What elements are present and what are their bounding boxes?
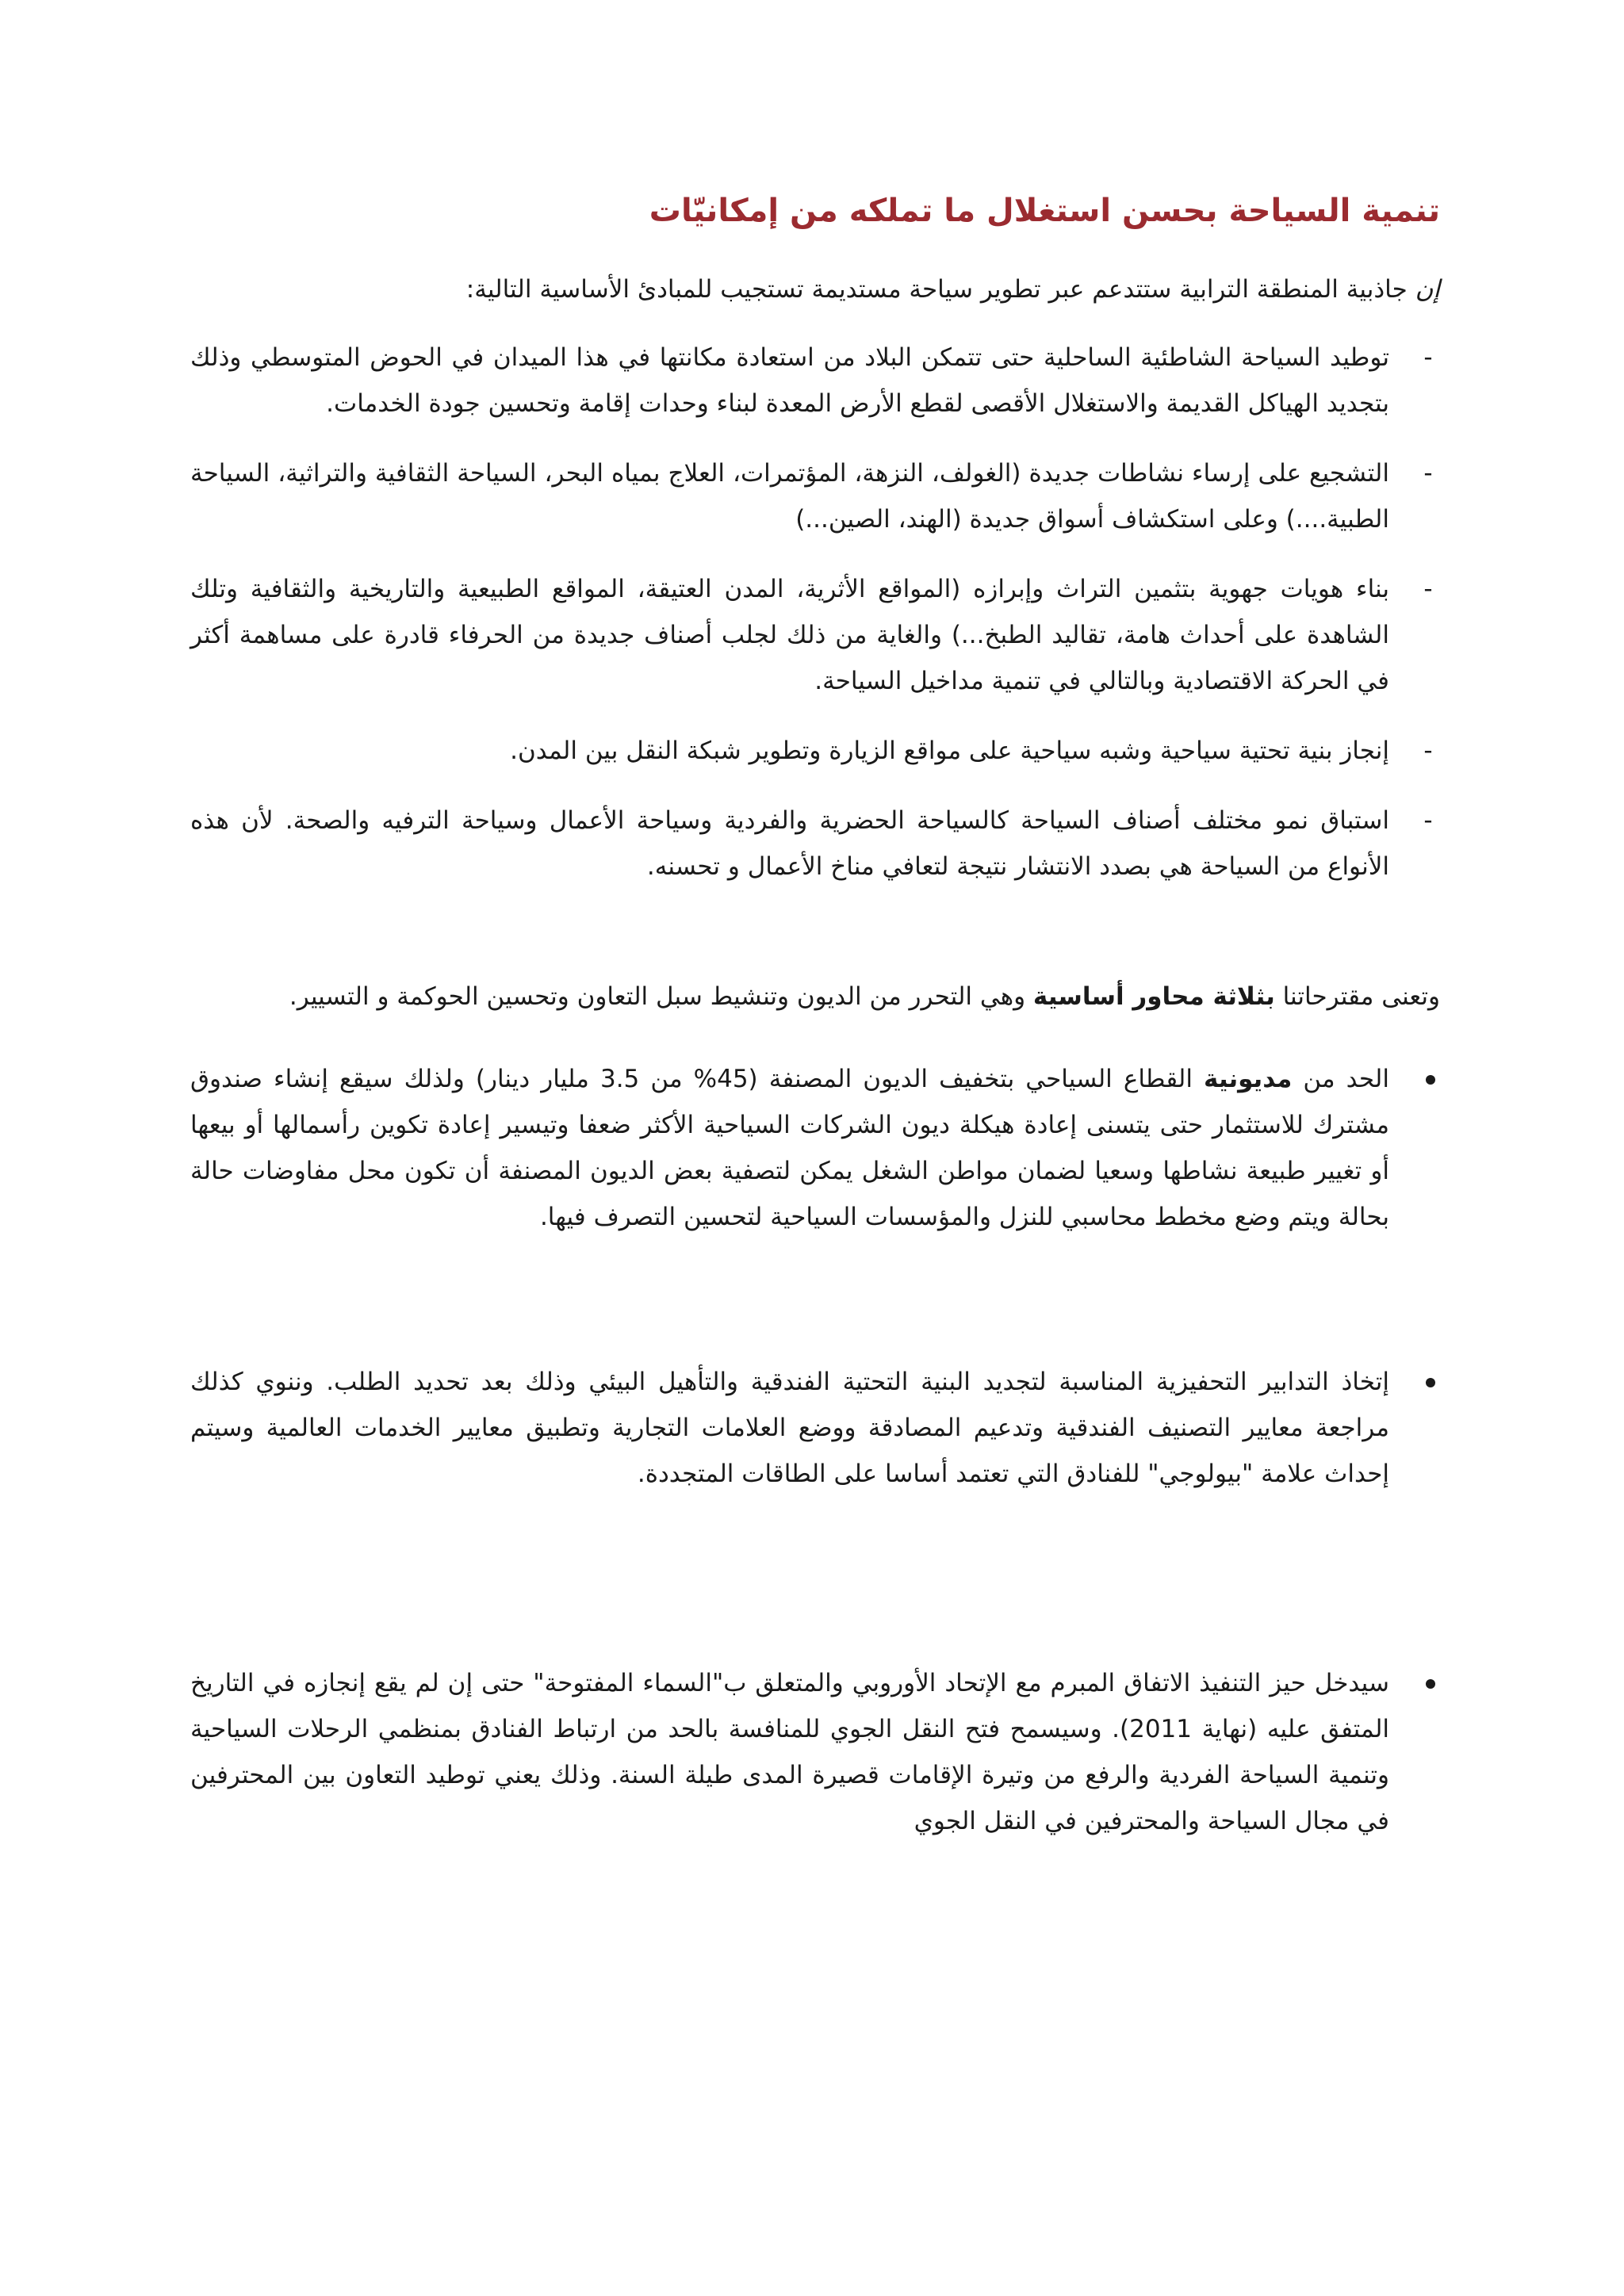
intro-lead-word: إن — [1415, 275, 1440, 304]
principle-item — [190, 335, 1440, 427]
axis-text-after: القطاع السياحي بتخفيف الديون المصنفة (45% من 3.5 مليار دينار) ولذلك سيقع إنشاء صندوق مشترك للاستثمار حتى يتسنى إعادة هيكلة ديون الشركات السياحية الأكثر ضعفا وتيسير إعادة تكوين رأسمالها أو بيعها أو تغيير طبيعة نشاطها وسعيا لضمان مواطن الشغل يمكن لتصفية بعض الديون المصنفة أن تكون محل مفاوضات حالة بحالة ويتم وضع مخطط محاسبي للنزل والمؤسسات السياحية لتحسين التصرف فيها. — [190, 1065, 1389, 1231]
principle-text: التشجيع على إرساء نشاطات جديدة (الغولف، النزهة، المؤتمرات، العلاج بمياه البحر، السياحة الثقافية والتراثية، السياحة الطبية....) وعلى استكشاف أسواق جديدة (الهند، الصين...) — [190, 459, 1389, 534]
intro-paragraph — [190, 266, 1440, 312]
axis-text-before: الحد من — [1292, 1065, 1389, 1093]
bullet-icon — [1426, 1378, 1435, 1387]
bullet-icon — [1426, 1075, 1435, 1085]
axes-intro-bold: بثلاثة محاور أساسية — [1032, 982, 1275, 1011]
principle-item — [190, 450, 1440, 542]
principles-list — [190, 335, 1440, 890]
axes-list — [190, 1056, 1440, 1844]
principle-text: بناء هويات جهوية بتثمين التراث وإبرازه (المواقع الأثرية، المدن العتيقة، المواقع الطبيعية والتاريخية والثقافية وتلك الشاهدة على أحداث هامة، تقاليد الطبخ...) والغاية من ذلك لجلب أصناف جديدة من الحرفاء قادرة على مساهمة أكثر في الحركة الاقتصادية وبالتالي في تنمية مداخيل السياحة. — [190, 575, 1389, 695]
principle-text: توطيد السياحة الشاطئية الساحلية حتى تتمكن البلاد من استعادة مكانتها في هذا الميدان في الحوض المتوسطي وذلك بتجديد الهياكل القديمة والاستغلال الأقصى لقطع الأرض المعدة لبناء وحدات إقامة وتحسين جودة الخدمات. — [190, 343, 1389, 418]
axes-intro-paragraph — [190, 974, 1440, 1020]
axes-intro-after: وهي التحرر من الديون وتنشيط سبل التعاون وتحسين الحوكمة و التسيير. — [289, 982, 1033, 1011]
intro-text: جاذبية المنطقة الترابية ستتدعم عبر تطوير سياحة مستديمة تستجيب للمبادئ الأساسية التالية: — [465, 275, 1415, 304]
axis-item-open-sky — [190, 1660, 1440, 1844]
dash-marker: - — [1423, 806, 1433, 835]
axis-text: سيدخل حيز التنفيذ الاتفاق المبرم مع الإتحاد الأوروبي والمتعلق ب"السماء المفتوحة" حتى إن لم يقع إنجازه في التاريخ المتفق عليه (نهاية 2011). وسيسمح فتح النقل الجوي للمنافسة بالحد من ارتباط الفنادق بمنظمي الرحلات السياحية وتنمية السياحة الفردية والرفع من وتيرة الإقامات قصيرة المدى طيلة السنة. وذلك يعني توطيد التعاون بين المحترفين في مجال السياحة والمحترفين في النقل الجوي — [190, 1669, 1390, 1835]
axis-item-incentives — [190, 1359, 1440, 1497]
section-title: تنمية السياحة بحسن استغلال ما تملكه من إمكانيّات — [649, 193, 1440, 229]
axes-intro-before: وتعنى مقترحاتنا — [1274, 982, 1440, 1011]
axis-text: إتخاذ التدابير التحفيزية المناسبة لتجديد البنية التحتية الفندقية والتأهيل البيئي وذلك بعد تحديد الطلب. وننوي كذلك مراجعة معايير التصنيف الفندقية وتدعيم المصادقة ووضع العلامات التجارية وتطبيق معايير الخدمات العالمية وسيتم إحداث علامة "بيولوجي" للفنادق التي تعتمد أساسا على الطاقات المتجددة. — [190, 1368, 1389, 1488]
dash-marker: - — [1423, 575, 1433, 603]
dash-marker: - — [1423, 737, 1433, 765]
principle-item — [190, 798, 1440, 890]
dash-marker: - — [1423, 343, 1433, 372]
bullet-icon — [1426, 1679, 1435, 1689]
axis-text-bold: مديونية — [1204, 1065, 1293, 1093]
principle-item — [190, 566, 1440, 704]
principle-text: إنجاز بنية تحتية سياحية وشبه سياحية على مواقع الزيارة وتطوير شبكة النقل بين المدن. — [510, 737, 1389, 765]
principle-item — [190, 728, 1440, 774]
axis-item-debt — [190, 1056, 1440, 1240]
principle-text: استباق نمو مختلف أصناف السياحة كالسياحة الحضرية والفردية وسياحة الأعمال وسياحة الترفيه والصحة. لأن هذه الأنواع من السياحة هي بصدد الانتشار نتيجة لتعافي مناخ الأعمال و تحسنه. — [190, 806, 1389, 881]
document-page — [190, 190, 1440, 1844]
dash-marker: - — [1423, 459, 1433, 488]
